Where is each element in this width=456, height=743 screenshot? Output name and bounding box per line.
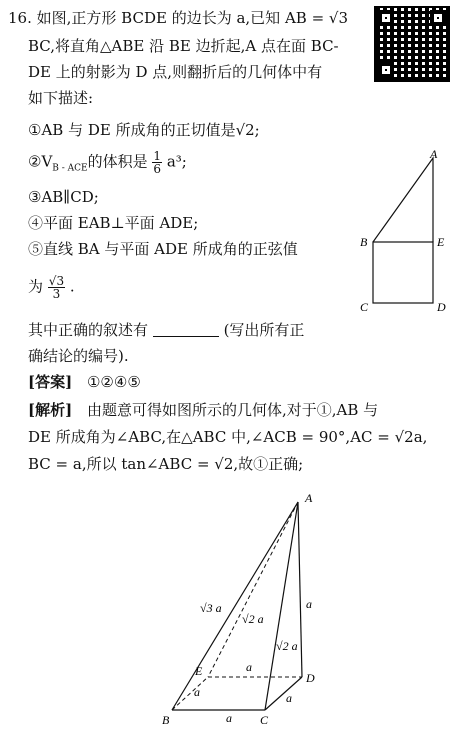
edge-label-ed: a xyxy=(246,660,252,674)
analysis-label: [解析] xyxy=(28,401,73,419)
edge-label-ae: √2 a xyxy=(242,612,264,626)
analysis-line-2: DE 所成角为∠ABC,在△ABC 中,∠ACB = 90°,AC = √2a, xyxy=(28,428,428,446)
analysis-line-3: BC = a,所以 tan∠ABC = √2,故①正确; xyxy=(28,455,304,473)
edge-label-cd: a xyxy=(286,691,292,705)
analysis-text-1: 由题意可得如图所示的几何体,对于①,AB 与 xyxy=(86,401,379,419)
fraction-root3-over-3 xyxy=(48,275,65,300)
analysis-line-1 xyxy=(28,400,378,420)
problem-line-3: DE 上的射影为 D 点,则翻折后的几何体中有 xyxy=(28,63,323,81)
question-line-1 xyxy=(28,320,304,340)
question-text: 其中正确的叙述有 xyxy=(28,321,149,339)
fraction-num: √3 xyxy=(48,274,65,288)
edge-label-be: a xyxy=(194,685,200,699)
edge-label-ad: a xyxy=(306,597,312,611)
edge-ad xyxy=(298,502,302,677)
fraction-den: 3 xyxy=(52,287,61,301)
edge-label-ac: √2 a xyxy=(276,639,298,653)
answer-line xyxy=(28,372,141,392)
statement-5: ⑤直线 BA 与平面 ADE 所成角的正弦值 xyxy=(28,240,298,258)
label-e: E xyxy=(437,235,445,249)
problem-line-4: 如下描述: xyxy=(28,89,94,107)
problem-line-1 xyxy=(8,8,348,28)
fraction-one-sixth xyxy=(152,150,162,175)
answer-label: [答案] xyxy=(28,373,73,391)
problem-number: 16. xyxy=(8,9,32,27)
problem-text-1: 如图,正方形 BCDE 的边长为 a,已知 AB = √3 xyxy=(36,9,349,27)
fig2-label-d: D xyxy=(306,671,315,685)
figure-1-square-triangle xyxy=(348,148,452,318)
statement-1: ①AB 与 DE 所成角的正切值是√2; xyxy=(28,121,260,139)
statement-2 xyxy=(28,150,187,179)
fig2-label-e: E xyxy=(195,664,203,678)
statement-2-mid: 的体积是 xyxy=(87,152,148,171)
answer-value: ①②④⑤ xyxy=(86,373,141,391)
fig2-label-c: C xyxy=(260,713,269,727)
fraction-den: 6 xyxy=(153,162,162,176)
statement-2-post: a³; xyxy=(166,152,187,171)
qr-code xyxy=(374,6,450,82)
statement-2-pre: ②V xyxy=(28,152,53,171)
triangle-abe xyxy=(373,158,433,242)
fig2-label-a: A xyxy=(305,491,313,505)
label-b: B xyxy=(360,235,368,249)
statement-4: ④平面 EAB⊥平面 ADE; xyxy=(28,214,199,232)
statement-2-sub: B - ACE xyxy=(52,163,88,174)
edge-cd xyxy=(265,677,302,710)
statement-3: ③AB∥CD; xyxy=(28,188,99,206)
edge-label-ab: √3 a xyxy=(200,601,222,615)
label-a: A xyxy=(430,148,438,161)
edge-be-hidden xyxy=(172,677,208,710)
question-text-post: (写出所有正 xyxy=(223,321,305,339)
square-bcde xyxy=(373,242,433,303)
statement-5-cont xyxy=(28,275,75,300)
statement-5-post: . xyxy=(69,277,75,296)
fraction-num: 1 xyxy=(153,149,162,163)
problem-line-2: BC,将直角△ABE 沿 BE 边折起,A 点在面 BC- xyxy=(28,37,339,55)
edge-label-bc: a xyxy=(226,711,232,725)
answer-blank xyxy=(153,322,219,337)
label-d: D xyxy=(437,300,446,314)
question-line-2: 确结论的编号). xyxy=(28,347,129,365)
fig2-label-b: B xyxy=(162,713,170,727)
label-c: C xyxy=(360,300,369,314)
edge-ab xyxy=(172,502,298,710)
statement-5-pre: 为 xyxy=(28,277,44,296)
figure-2-folded-solid xyxy=(150,488,340,740)
